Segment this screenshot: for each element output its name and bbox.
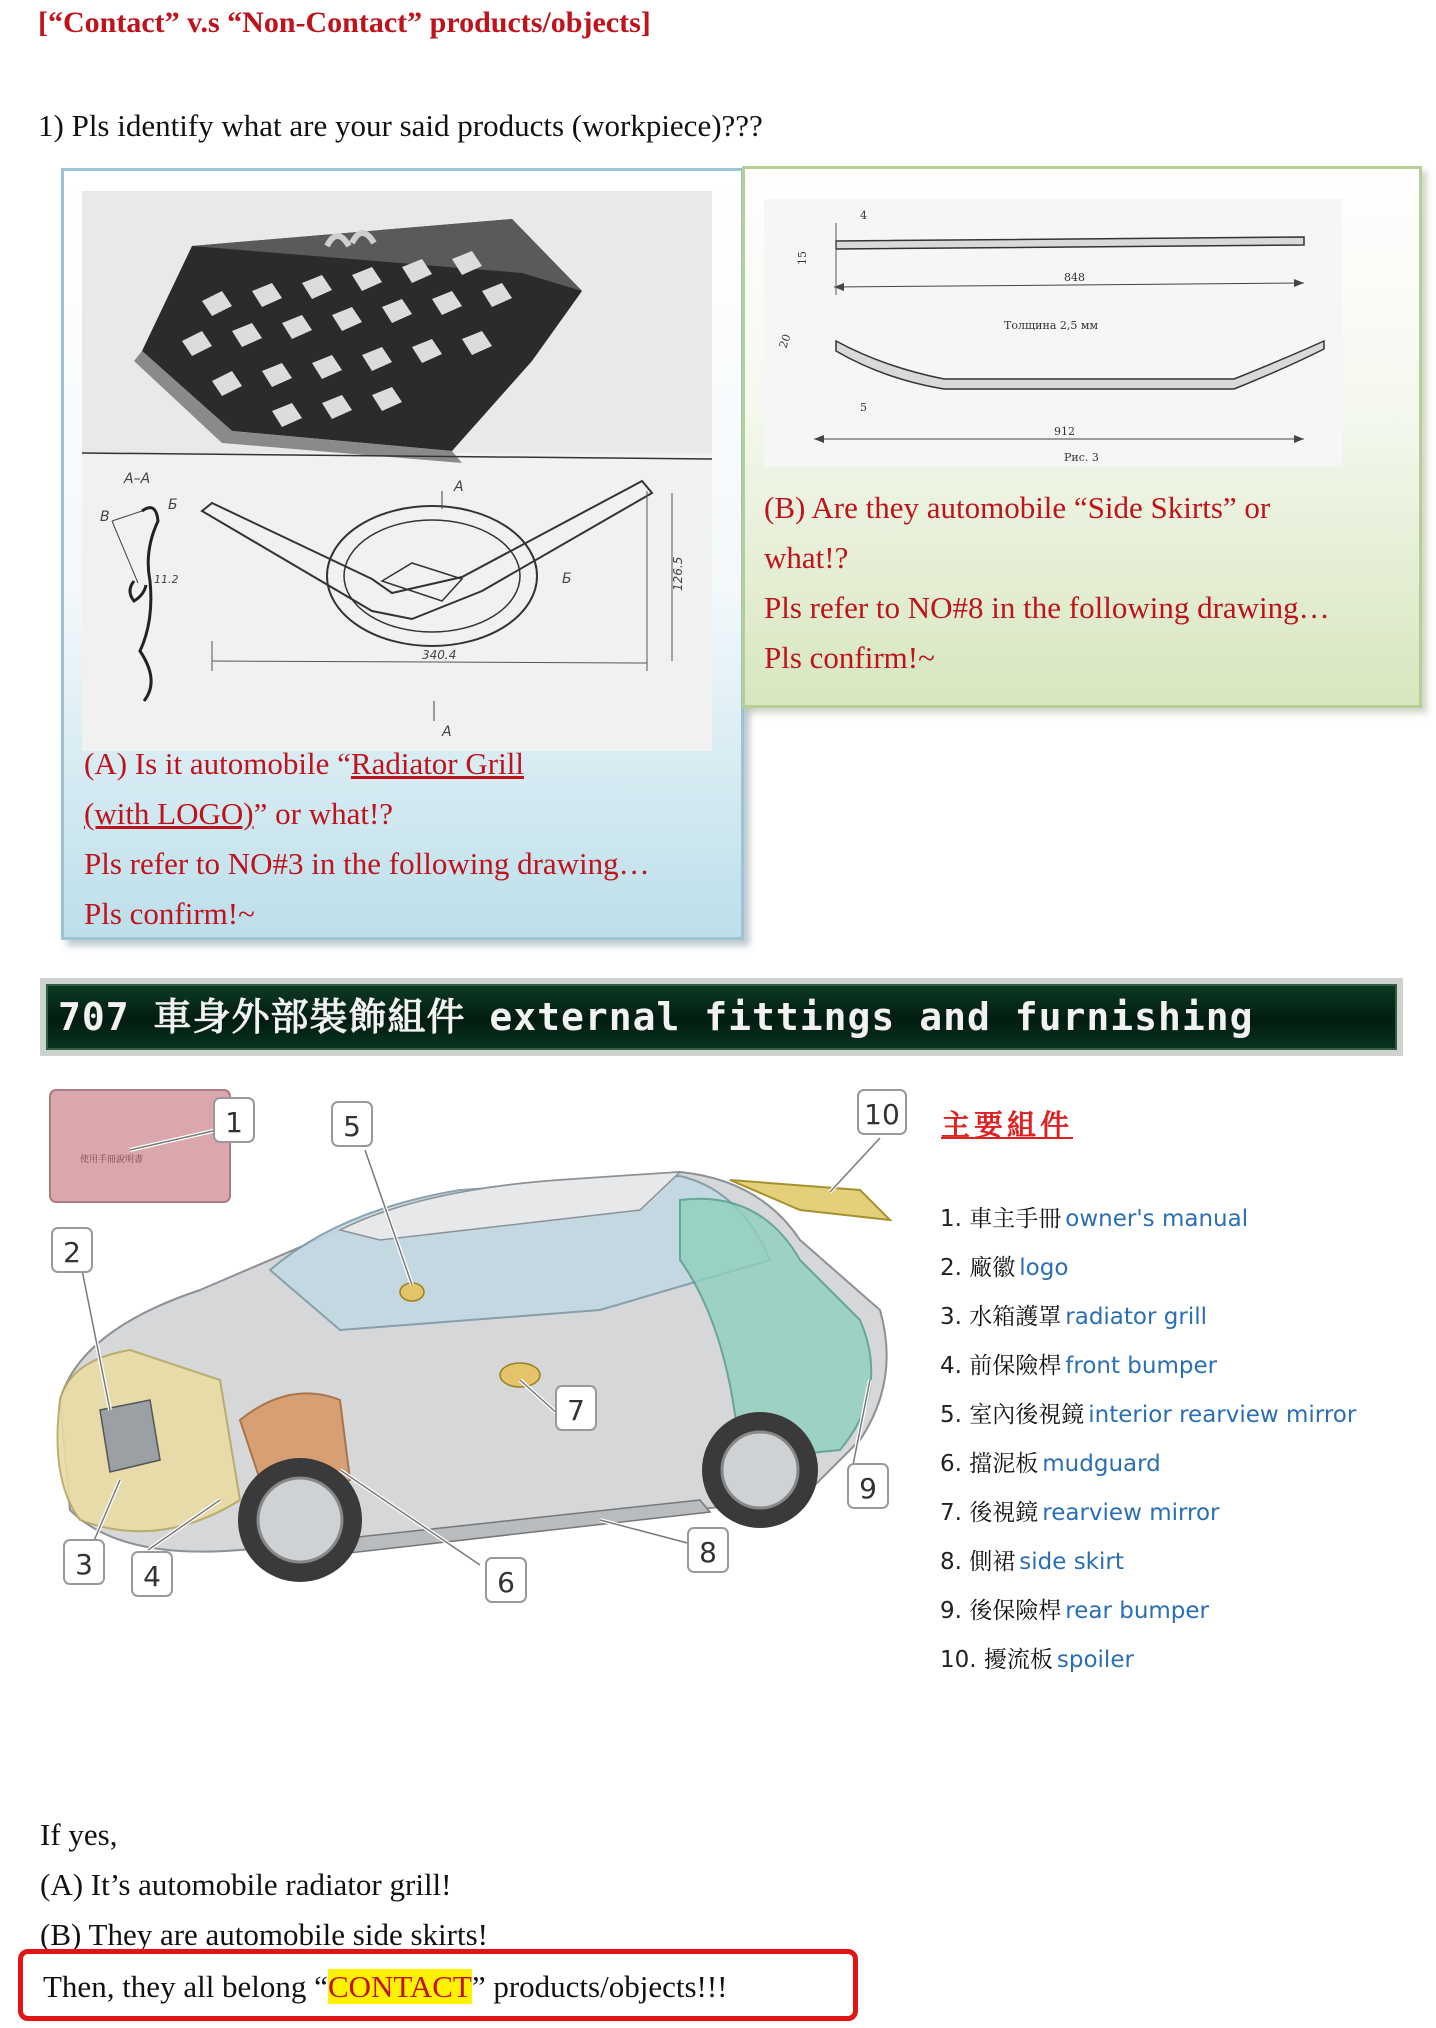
box-a-line2-suffix: ” or what!?: [253, 796, 394, 831]
box-b-line4: Pls confirm!~: [764, 640, 935, 675]
callout-9: 9: [859, 1472, 877, 1505]
callout-8: 8: [699, 1536, 717, 1569]
conclusion-text: [40, 1810, 488, 1960]
box-a-line1-prefix: (A) Is it automobile “: [84, 746, 351, 781]
label-a-bottom: A: [442, 724, 452, 740]
list-item: 4. 前保險桿 front bumper: [940, 1353, 1218, 1379]
callout-1: 1: [225, 1106, 243, 1139]
dim-912: 912: [1054, 425, 1075, 438]
parts-list: [940, 1200, 1420, 1690]
bottom-line1: If yes,: [40, 1817, 118, 1852]
list-item: 8. 側裙 side skirt: [940, 1549, 1124, 1575]
callout-4: 4: [143, 1560, 161, 1593]
box-b-line2: what!?: [764, 540, 849, 575]
grill-drawing-svg: [82, 191, 712, 751]
label-a-top: A: [454, 479, 464, 495]
dim-4: 4: [860, 209, 867, 222]
conclusion-line: [43, 1962, 728, 2012]
bottom-line2: (A) It’s automobile radiator grill!: [40, 1867, 452, 1902]
callout-5: 5: [343, 1110, 361, 1143]
list-item: 10. 擾流板 spoiler: [940, 1647, 1134, 1673]
callout-10: 10: [864, 1098, 900, 1131]
box-b-line1: (B) Are they automobile “Side Skirts” or: [764, 490, 1271, 525]
callout-7: 7: [567, 1394, 585, 1427]
section-label: A–A: [124, 471, 151, 487]
label-b-right: Б: [562, 571, 572, 587]
radiator-grill-question: [84, 739, 734, 939]
dim-5: 5: [860, 401, 867, 414]
question-heading: 1) Pls identify what are your said products (workpiece)???: [38, 108, 763, 143]
dim-height: 126.5: [671, 556, 685, 591]
callout-6: 6: [497, 1566, 515, 1599]
list-item: 9. 後保險桿 rear bumper: [940, 1598, 1210, 1624]
banner-title: 707 車身外部裝飾組件 external fittings and furnishing: [46, 984, 1397, 1050]
box-a-line4: Pls confirm!~: [84, 896, 255, 931]
dim-20: 20: [776, 332, 794, 351]
bottom-line3: (B) They are automobile side skirts!: [40, 1917, 488, 1952]
box-b-line3: Pls refer to NO#8 in the following drawing…: [764, 590, 1330, 625]
figure-caption: Рис. 3: [1064, 451, 1099, 464]
radiator-grill-box: [61, 168, 744, 940]
section-banner: [40, 978, 1403, 1056]
callout-3: 3: [75, 1548, 93, 1581]
list-item: 7. 後視鏡 rearview mirror: [940, 1500, 1220, 1526]
box-a-line3: Pls refer to NO#3 in the following drawing…: [84, 846, 650, 881]
conclusion-prefix: Then, they all belong “: [43, 1969, 328, 2004]
car-illustration: [40, 1080, 920, 1640]
conclusion-box: [18, 1949, 858, 2021]
list-item: 2. 廠徽 logo: [940, 1255, 1069, 1281]
radiator-grill-link: Radiator Grill: [350, 746, 524, 781]
car-parts-diagram: [40, 1080, 920, 1640]
skirt-drawing-svg: [764, 199, 1342, 467]
parts-list-title: 主要組件: [941, 1108, 1074, 1142]
list-item: 3. 水箱護罩 radiator grill: [940, 1304, 1207, 1330]
manual-plate-text: 使用手冊說明書: [80, 1155, 144, 1165]
list-item: 1. 車主手冊 owner's manual: [940, 1206, 1249, 1232]
list-item: 6. 擋泥板 mudguard: [940, 1451, 1161, 1477]
side-skirt-box: [742, 166, 1422, 708]
list-item: 5. 室內後視鏡 interior rearview mirror: [940, 1402, 1357, 1428]
side-skirt-question: [764, 483, 1414, 683]
callout-2: 2: [63, 1236, 81, 1269]
label-b-left: Б: [168, 497, 178, 513]
dim-thickness: 11.2: [154, 573, 179, 586]
radiator-grill-drawing: [82, 191, 712, 751]
page-title: [“Contact” v.s “Non-Contact” products/objects]: [38, 6, 651, 39]
dim-width: 340.4: [422, 648, 457, 662]
conclusion-suffix: ” products/objects!!!: [471, 1969, 728, 2004]
label-v: В: [100, 509, 110, 525]
contact-highlight: CONTACT: [327, 1969, 472, 2004]
thickness-note: Толщина 2,5 мм: [1004, 319, 1098, 332]
dim-15: 15: [796, 251, 809, 265]
side-skirt-drawing: [764, 199, 1342, 467]
with-logo-link: (with LOGO): [84, 796, 254, 831]
dim-848: 848: [1064, 271, 1085, 284]
